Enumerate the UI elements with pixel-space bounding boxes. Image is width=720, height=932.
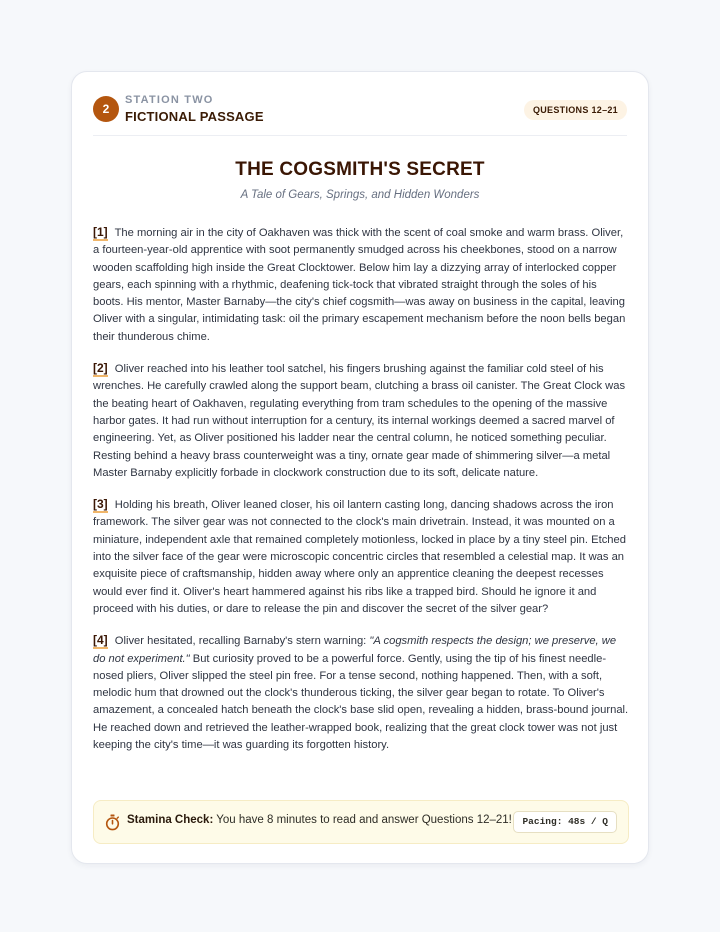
paragraph-number: [3] (93, 497, 108, 512)
paragraph-number: [2] (93, 361, 108, 376)
questions-range-badge: QUESTIONS 12–21 (524, 100, 627, 120)
paragraph-number: [1] (93, 225, 108, 239)
passage-type-label: FICTIONAL PASSAGE (125, 109, 264, 124)
paragraph-number: [4] (93, 633, 108, 648)
pacing-badge: Pacing: 48s / Q (513, 811, 617, 833)
station-number-badge: 2 (93, 96, 119, 122)
station-label: STATION TWO (125, 94, 214, 106)
passage-title: THE COGSMITH'S SECRET (235, 159, 485, 180)
paragraph-text: Oliver hesitated, recalling Barnaby's stern warning: (114, 635, 370, 648)
station-header (93, 92, 627, 136)
paragraph-1 (93, 224, 629, 346)
barnaby-quote: "A cogsmith respects the design; we preserve, we do not experiment." (93, 635, 617, 665)
paragraph-text: Holding his breath, Oliver leaned closer, his oil lantern casting long, dancing shadows across the iron framework. The silver gear was not connected to the clock's main drivetrain. Instead, it was mounted on a miniature, independent axle that remained completely motionless, locked in place by a tiny steel pin. Etched into the silver face of the gear were microscopic concentric circles that resembled a celestial map. It was an exquisite piece of craftsmanship, hidden away where only an apprentice cleaning the deepest recesses would ever find it. Oliver's heart hammered against his ribs like a trapped bird. Should he ignore it and proceed with his duties, or dare to release the pin and discover the secret of the silver gear? (93, 499, 626, 615)
passage-body (93, 224, 629, 768)
stamina-message (127, 814, 512, 826)
paragraph-text: But curiosity proved to be a powerful force. Gently, using the tip of his finest needle-nosed pliers, Oliver slipped the steel pin free. For a tense second, nothing happened. Then, with a soft, melodic hum that drowned out the clock's thunderous ticking, the silver gear began to rotate. To Oliver's amazement, a concealed hatch beneath the clock's base slid open, revealing a hidden, brass-bound journal. He reached down and retrieved the leather-wrapped book, realizing that the great clock tower was not just keeping the city's time—it was guarding its forgotten history. (93, 652, 629, 752)
paragraph-3 (93, 496, 629, 618)
stamina-check-banner (93, 800, 629, 844)
stopwatch-icon (105, 814, 120, 831)
passage-subtitle: A Tale of Gears, Springs, and Hidden Wonders (240, 189, 480, 201)
paragraph-4 (93, 632, 629, 754)
stamina-text: You have 8 minutes to read and answer Questions 12–21! (216, 814, 512, 826)
stamina-label: Stamina Check: (127, 814, 214, 826)
paragraph-text: The morning air in the city of Oakhaven was thick with the scent of coal smoke and warm brass. Oliver, a fourteen-year-old apprentice with soot permanently smudged across his cheekbones, stood on a narrow wooden scaffolding high inside the Great Clocktower. Below him lay a dizzying array of interlocked copper gears, each spinning with a rhythmic, deafening tick-tock that vibrated straight through the soles of his boots. His mentor, Master Barnaby—the city's chief cogsmith—was away on business in the capital, leaving Oliver with a singular, intimidating task: oil the primary escapement mechanism before the noon bells began their thunderous chime. (93, 227, 626, 343)
paragraph-text: Oliver reached into his leather tool satchel, his fingers brushing against the familiar cold steel of his wrenches. He carefully crawled along the support beam, clutching a brass oil canister. The Great Clock was the beating heart of Oakhaven, regulating everything from tram schedules to the opening of the massive harbor gates. It had run without interruption for a century, its internal workings deemed a sacred marvel of engineering. Yet, as Oliver positioned his ladder near the central column, he noticed something peculiar. Resting behind a heavy brass counterweight was a tiny, ornate gear made of shimmering silver—a metal Master Barnaby explicitly forbade in clockwork construction due to its soft, delicate nature. (93, 363, 626, 479)
passage-card (71, 71, 649, 864)
paragraph-2 (93, 360, 629, 482)
